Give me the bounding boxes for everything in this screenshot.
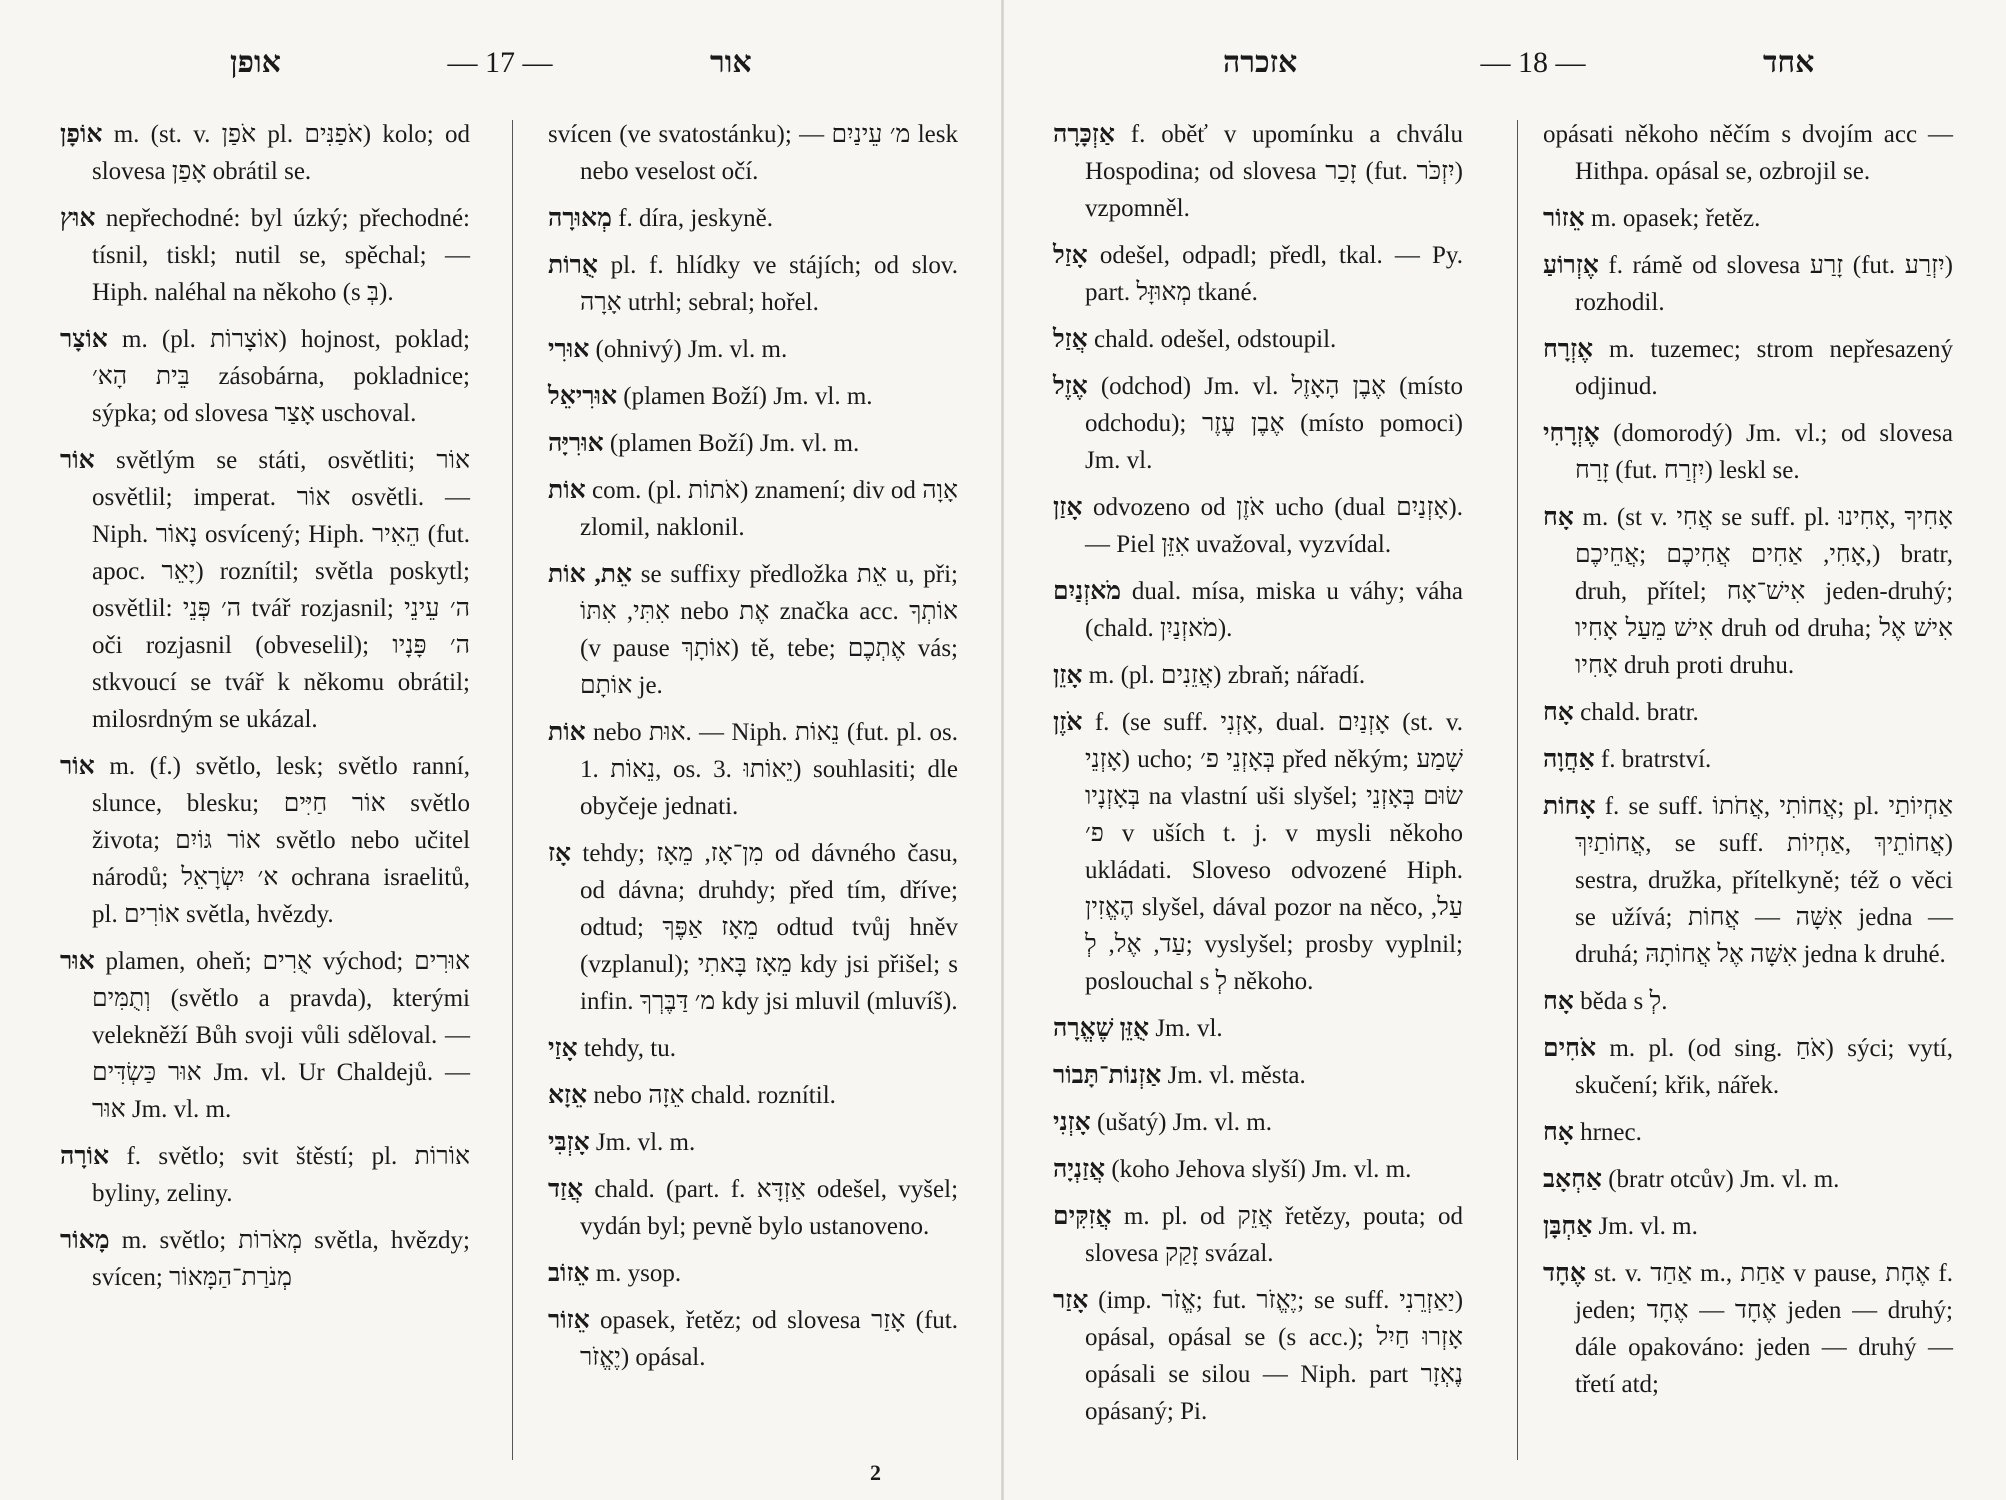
headword: אָחוֹת xyxy=(1543,793,1596,820)
definition: opásati někoho něčím s dvojím acc — Hithpa. opásal se, ozbrojil se. xyxy=(1543,121,1953,185)
headword: אֵזוֹב xyxy=(548,1260,590,1287)
headword: אֲזִקִּים xyxy=(1053,1203,1112,1230)
headword: אָזְבִּי xyxy=(548,1129,590,1156)
dictionary-entry xyxy=(1543,415,1953,489)
dictionary-entry xyxy=(1543,1208,1953,1245)
definition: m. (pl. אֲזֵנִים) zbraň; nářadí. xyxy=(1088,662,1366,689)
headword: אֶחָד xyxy=(1543,1260,1586,1287)
right-running-head xyxy=(1063,46,1946,86)
headword: אֹזֶן xyxy=(1053,709,1083,736)
definition: (plamen Boží) Jm. vl. m. xyxy=(623,383,873,410)
dictionary-entry xyxy=(60,200,470,311)
headword: אָזְנִי xyxy=(1053,1109,1091,1136)
definition: m. ysop. xyxy=(595,1260,682,1287)
headword: אֻזֵּן שֶׁאֱרָה xyxy=(1053,1015,1150,1042)
definition: m. opasek; řetěz. xyxy=(1590,205,1761,232)
headword: מָאוֹר xyxy=(60,1227,110,1254)
definition: nepřechodné: byl úzký; přechodné: tísnil, tiskl; nutil se, spěchal; — Hiph. naléhal na někoho (s בְּ). xyxy=(92,205,470,306)
headword: אֲזַד xyxy=(548,1176,584,1203)
headword: אָזַי xyxy=(548,1035,578,1062)
headword: מְאוּרָה xyxy=(548,205,612,232)
dictionary-entry xyxy=(1543,741,1953,778)
left-column-2 xyxy=(548,116,958,1386)
headword: אָזַר xyxy=(1053,1287,1089,1314)
definition: f. bratrství. xyxy=(1600,746,1712,773)
dictionary-entry xyxy=(548,1302,958,1376)
right-column-rule xyxy=(1517,120,1518,1460)
definition: chald. bratr. xyxy=(1580,699,1699,726)
right-guide-word-first: אזכרה xyxy=(1223,46,1298,79)
dictionary-entry xyxy=(1053,1282,1463,1430)
definition: f. oběť v upomínku a chválu Hospodina; od slovesa זָכַר (fut. יִזְכֹּר) vzpomněl. xyxy=(1085,121,1464,222)
headword: אֶזְרָחִי xyxy=(1543,420,1600,447)
dictionary-entry xyxy=(1053,237,1463,311)
definition: (bratr otcův) Jm. vl. m. xyxy=(1608,1166,1840,1193)
dictionary-entry xyxy=(1543,499,1953,684)
headword: אֵזָא xyxy=(548,1082,588,1109)
signature-mark: 2 xyxy=(870,1460,881,1485)
dictionary-entry xyxy=(548,1255,958,1292)
dictionary-entry xyxy=(548,1030,958,1067)
headword: אוּץ xyxy=(60,205,96,232)
dictionary-entry xyxy=(1543,116,1953,190)
definition: (domorodý) Jm. vl.; od slovesa זָרַח (fut. יִזְרַח) leskl se. xyxy=(1575,420,1953,484)
headword: אוּר xyxy=(60,948,95,975)
definition: chald. (part. f. אַזְדָּא odešel, vyšel; vydán byl; pevně bylo ustanoveno. xyxy=(580,1176,959,1240)
headword: אֵזוֹר xyxy=(1543,205,1585,232)
dictionary-entry xyxy=(1053,368,1463,479)
dictionary-entry xyxy=(548,472,958,546)
definition: Jm. vl. m. xyxy=(1598,1213,1698,1240)
dictionary-entry xyxy=(1543,788,1953,973)
headword: אוּרִיאֵל xyxy=(548,383,618,410)
definition: m. pl. (od sing. אֹחַ) sýci; vytí, skučení; křik, nářek. xyxy=(1575,1035,1953,1099)
headword: אֵת, אוֹת xyxy=(548,561,632,588)
dictionary-entry xyxy=(548,835,958,1020)
definition: st. v. אַחַד m., אַחַת v pause, אֶחָת f. jeden; אֶחָד — אֶחָד jeden — druhý; dále opakováno: jeden — druhý — třetí atd; xyxy=(1575,1260,1953,1398)
definition: f. se suff. אֲחוֹתִי ,אֲחֹתוֹ; pl. אַחְיוֹתַי ,אֲחוֹתַיִךְ se suff. אֲחוֹתֵיךְ ,אַחְיוֹת) sestra, družka, přítelkyně; též o věci se užívá; אִשָּׁה — אֲחוֹת jedna — druhá; אִשָּׁה אֶל אֲחוֹתָהּ jedna k druhé. xyxy=(1575,793,1953,968)
dictionary-entry xyxy=(1053,321,1463,358)
headword: אַחֲוָה xyxy=(1543,746,1595,773)
definition: (odchod) Jm. vl. אֶבֶן הָאָזֶל (místo odchodu); אֶבֶן עֶזֶר (místo pomoci) Jm. vl. xyxy=(1085,373,1463,474)
dictionary-entry xyxy=(60,442,470,738)
dictionary-entry xyxy=(1053,704,1463,1000)
definition: (ušatý) Jm. vl. m. xyxy=(1096,1109,1272,1136)
dictionary-entry xyxy=(1053,1104,1463,1141)
headword: אֻרוֹת xyxy=(548,252,598,279)
definition: m. světlo; מְאֹרוֹת světla, hvězdy; svícen; מְנֹרַת־הַמָּאוֹר xyxy=(92,1227,470,1291)
headword: אוּרִיָּה xyxy=(548,430,604,457)
dictionary-entry xyxy=(1053,489,1463,563)
headword: אֲזַל xyxy=(1053,326,1088,353)
definition: pl. f. hlídky ve stájích; od slov. אָרָה utrhl; sebral; hořel. xyxy=(580,252,959,316)
left-guide-word-first: אופן xyxy=(230,46,281,79)
definition: odešel, odpadl; předl, tkal. — Py. part. מְאוּזָּל tkané. xyxy=(1085,242,1464,306)
definition: m. (st. v. אֹפַן pl. אֹפַנִּים) kolo; od slovesa אָפַן obrátil se. xyxy=(92,121,471,185)
headword: אָזַן xyxy=(1053,494,1083,521)
headword: אָח xyxy=(1543,988,1574,1015)
definition: f. díra, jeskyně. xyxy=(618,205,773,232)
definition: (ohnivý) Jm. vl. m. xyxy=(595,336,788,363)
dictionary-entry xyxy=(1543,694,1953,731)
dictionary-entry xyxy=(1543,1030,1953,1104)
definition: (imp. אֱזֹר; fut. יֶאֱזֹר; se suff. יַאַזְרֵנִי) opásal, opásal se (s acc.); אָזְרוּ חַיִל opásali se silou — Niph. part נֶאְזָר opásaný; Pi. xyxy=(1085,1287,1464,1425)
dictionary-entry xyxy=(1543,331,1953,405)
headword: אֶזְרוֹעַ xyxy=(1543,252,1599,279)
dictionary-entry xyxy=(1543,200,1953,237)
definition: hrnec. xyxy=(1580,1119,1642,1146)
dictionary-entry xyxy=(60,943,470,1128)
dictionary-entry xyxy=(1543,1114,1953,1151)
headword: אוֹר xyxy=(60,447,95,474)
dictionary-entry xyxy=(1543,983,1953,1020)
left-page-number: — 17 — xyxy=(447,46,553,79)
definition: m. pl. od אֲזֵק řetězy, pouta; od slovesa זָקַק svázal. xyxy=(1085,1203,1463,1267)
headword: אֲזַנְיָה xyxy=(1053,1156,1106,1183)
headword: אוּרִי xyxy=(548,336,590,363)
headword: אֵזוֹר xyxy=(548,1307,590,1334)
dictionary-entry xyxy=(548,200,958,237)
left-guide-word-last: אור xyxy=(710,46,752,79)
definition: se suffixy předložka אֵת u, při; אִתִּי, אִתּוֹ nebo אֶת značka acc. אוֹתְךָ (v pause אוֹתָךְ) tě, tebe; אֶתְכֶם vás; אוֹתָם je. xyxy=(580,561,959,699)
dictionary-entry xyxy=(1053,1151,1463,1188)
dictionary-entry xyxy=(60,116,470,190)
headword: אוֹר xyxy=(60,753,95,780)
definition: opasek, řetěz; od slovesa אָזַר (fut. יֶאֱזֹר) opásal. xyxy=(580,1307,959,1371)
dictionary-entry xyxy=(548,116,958,190)
headword: אוֹת xyxy=(548,477,586,504)
definition: Jm. vl. města. xyxy=(1167,1062,1306,1089)
definition: f. světlo; svit štěstí; pl. אוֹרוֹת byliny, zeliny. xyxy=(92,1143,470,1207)
dictionary-entry xyxy=(548,714,958,825)
dictionary-entry xyxy=(1543,1255,1953,1403)
right-page-number: — 18 — xyxy=(1480,46,1586,79)
definition: Jm. vl. xyxy=(1155,1015,1223,1042)
definition: m. tuzemec; strom nepřesazený odjinud. xyxy=(1575,336,1953,400)
definition: (plamen Boží) Jm. vl. m. xyxy=(609,430,860,457)
definition: Jm. vl. m. xyxy=(595,1129,696,1156)
dictionary-entry xyxy=(1053,1010,1463,1047)
dictionary-entry xyxy=(548,1077,958,1114)
definition: nebo אֵזָה chald. roznítil. xyxy=(593,1082,836,1109)
right-page xyxy=(1003,0,2006,1500)
definition: tehdy, tu. xyxy=(583,1035,676,1062)
dictionary-entry xyxy=(1053,573,1463,647)
definition: odvozeno od אֹזֶן ucho (dual אָזְנַיִם). — Piel אִזֵּן uvažoval, vyzvídal. xyxy=(1085,494,1463,558)
right-column-2 xyxy=(1543,116,1953,1413)
headword: אוֹצָר xyxy=(60,326,108,353)
headword: אוֹפָן xyxy=(60,121,103,148)
dictionary-entry xyxy=(548,1124,958,1161)
headword: אֶזְרָח xyxy=(1543,336,1594,363)
definition: m. (st v. אֲחִי se suff. pl. אָחִיךָ ,אָחִינוּ ,אָחִי, אַחִים אֲחִיכֶם ;אֲחֵיכֶם) bratr, druh, přítel; אִישׁ־אָח jeden-druhý; אִישׁ מֵעַל אָחִיו druh od druha; אִישׁ אֶל אָחִיו druh proti druhu. xyxy=(1575,504,1954,679)
definition: plamen, oheň; אֻרִים východ; אוּרִים וְתֻמִּים (světlo a pravda), kterými velekněží Bůh svoji vůli sděloval. — אוּר כַּשְׂדִּים Jm. vl. Ur Chaldejů. — אוּר Jm. vl. m. xyxy=(92,948,471,1123)
headword: אָח xyxy=(1543,1119,1574,1146)
headword: אוֹרָה xyxy=(60,1143,110,1170)
dictionary-entry xyxy=(548,1171,958,1245)
definition: svícen (ve svatostánku); — מ׳ עֵינַיִם lesk nebo veselost očí. xyxy=(548,121,958,185)
headword: אָז xyxy=(548,840,572,867)
headword: מֹאזְנַיִם xyxy=(1053,578,1122,605)
headword: אוֹת xyxy=(548,719,586,746)
definition: dual. mísa, miska u váhy; váha (chald. מֹאזְנַיִן). xyxy=(1085,578,1464,642)
dictionary-entry xyxy=(60,321,470,432)
definition: m. (pl. אוֹצָרוֹת) hojnost, poklad; בֵּית הָא׳ zásobárna, pokladnice; sýpka; od slovesa אָצַר uschoval. xyxy=(92,326,471,427)
definition: com. (pl. אֹתוֹת) znamení; div od אָוָה zlomil, naklonil. xyxy=(580,477,958,541)
left-column-rule xyxy=(512,120,513,1460)
headword: אֶזֶל xyxy=(1053,373,1088,400)
dictionary-entry xyxy=(548,425,958,462)
dictionary-entry xyxy=(548,331,958,368)
definition: tehdy; מִן־אָז, מֵאָז od dávného času, od dávna; druhdy; před tím, dříve; odtud; מֵאָז אַפֶּךָ odtud tvůj hněv (vzplanul); מֵאָז בָּאתִי kdy jsi přišel; s infin. מ׳ דַּבֶּרְךָ kdy jsi mluvil (mluvíš). xyxy=(580,840,958,1015)
dictionary-entry xyxy=(60,748,470,933)
definition: m. (f.) světlo, lesk; světlo ranní, slunce, blesku; אוֹר חַיִּים světlo života; אוֹר גּוֹיִם světlo nebo učitel národů; א׳ יִשְׂרָאֵל ochrana israelitů, pl. אוֹרִים světla, hvězdy. xyxy=(92,753,471,928)
headword: אֹחִים xyxy=(1543,1035,1597,1062)
headword: אָח xyxy=(1543,699,1574,726)
dictionary-entry xyxy=(1053,116,1463,227)
definition: (koho Jehova slyší) Jm. vl. m. xyxy=(1111,1156,1412,1183)
dictionary-entry xyxy=(1543,247,1953,321)
dictionary-entry xyxy=(1053,1057,1463,1094)
definition: běda s לְ. xyxy=(1580,988,1668,1015)
right-column-1 xyxy=(1053,116,1463,1440)
dictionary-entry xyxy=(1053,657,1463,694)
headword: אַזְנוֹת־תָּבוֹר xyxy=(1053,1062,1162,1089)
right-guide-word-last: אחד xyxy=(1763,46,1815,79)
definition: nebo אוּת. — Niph. נֵאוֹת (fut. pl. os. 1. נֵאוֹת, os. 3. יֵאוֹתוּ) souhlasiti; dle obyčeje jednati. xyxy=(580,719,958,820)
dictionary-entry xyxy=(60,1138,470,1212)
dictionary-entry xyxy=(548,247,958,321)
dictionary-entry xyxy=(1053,1198,1463,1272)
headword: אָזֵן xyxy=(1053,662,1083,689)
definition: f. rámě od slovesa זָרַע (fut. יִזְרַע) rozhodil. xyxy=(1575,252,1953,316)
dictionary-entry xyxy=(60,1222,470,1296)
definition: světlým se státi, osvětliti; אוֹר osvětlil; imperat. אוֹר osvětli. — Niph. נָאוֹר osvícený; Hiph. הֵאִיר (fut. apoc. יָאֵר) roznítil; světla poskytl; osvětlil: ה׳ פְּנֵי tvář rozjasnil; ה׳ עֵינֵי oči rozjasnil (obveselil); ה׳ פָּנָיו stkvoucí se tvář k někomu obrátil; milosrdným se ukázal. xyxy=(92,447,471,733)
headword: אַזְכָּרָה xyxy=(1053,121,1115,148)
headword: אַחְבָּן xyxy=(1543,1213,1593,1240)
headword: אָזַל xyxy=(1053,242,1088,269)
dictionary-entry xyxy=(548,556,958,704)
headword: אַחְאָב xyxy=(1543,1166,1602,1193)
dictionary-entry xyxy=(548,378,958,415)
definition: f. (se suff. אָזְנִי, dual. אָזְנַיִם (st. v. אָזְנֵי) ucho; בְּאָזְנֵי פ׳ před někým; שָׁמַע בְּאָזְנָיו na vlastní uši slyšel; שׂוּם בְּאָזְנֵי פ׳ v uších t. j. v mysli někoho ukládati. Sloveso odvozené Hiph. הֶאֱזִין slyšel, dával pozor na něco, עַל, עַד, אֶל, לְ; vyslyšel; prosby vyplnil; poslouchal s לְ někoho. xyxy=(1085,709,1464,995)
left-column-1 xyxy=(60,116,470,1306)
dictionary-entry xyxy=(1543,1161,1953,1198)
left-running-head xyxy=(60,46,943,86)
headword: אָח xyxy=(1543,504,1574,531)
definition: chald. odešel, odstoupil. xyxy=(1093,326,1337,353)
